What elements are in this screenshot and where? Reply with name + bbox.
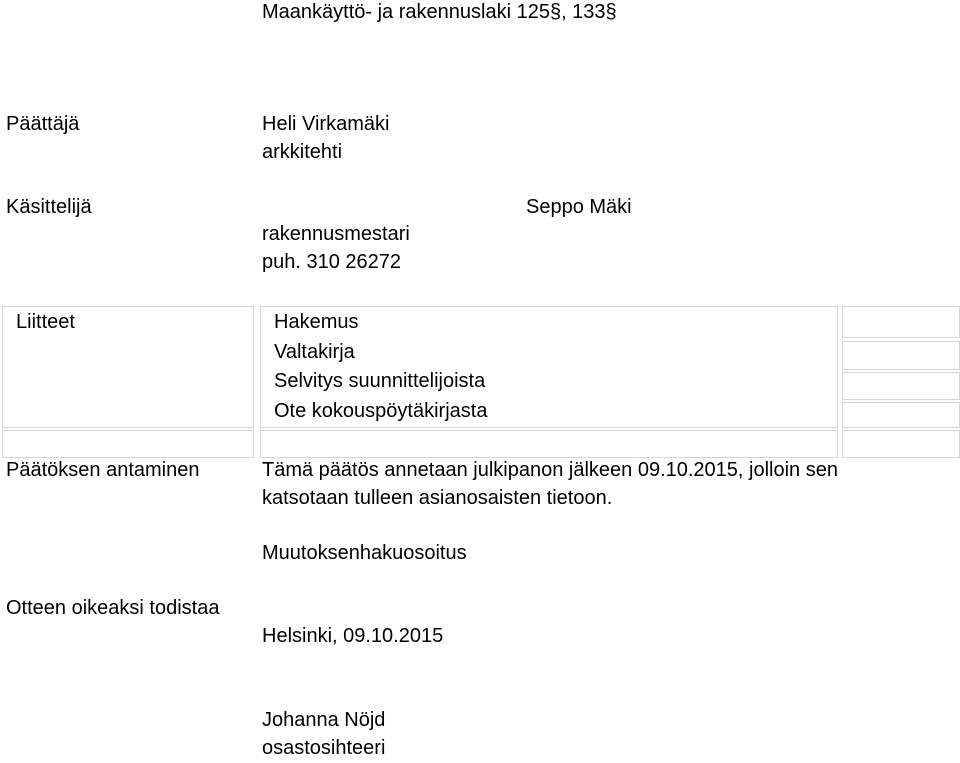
handler-phone: puh. 310 26272 — [262, 251, 402, 273]
attachments-empty-cell — [842, 306, 960, 338]
announcement-text-line2: katsotaan tulleen asianosaisten tietoon. — [262, 487, 613, 509]
decision-maker-title: arkkitehti — [262, 141, 343, 163]
certification-place-date: Helsinki, 09.10.2015 — [262, 625, 444, 647]
attachments-empty-cell — [842, 430, 960, 458]
attachments-empty-cell — [842, 402, 960, 428]
handler-name: Seppo Mäki — [526, 196, 632, 218]
announcement-text-line1: Tämä päätös annetaan julkipanon jälkeen 09.10.2015, jolloin sen — [262, 459, 838, 481]
attachment-item: Ote kokouspöytäkirjasta — [274, 400, 488, 422]
handler-title: rakennusmestari — [262, 223, 410, 245]
announcement-label: Päätöksen antaminen — [6, 459, 200, 481]
decision-maker-name: Heli Virkamäki — [262, 113, 390, 135]
attachment-item: Selvitys suunnittelijoista — [274, 370, 486, 392]
signer-title: osastosihteeri — [262, 737, 386, 759]
appeal-instructions: Muutoksenhakuosoitus — [262, 542, 467, 564]
handler-label: Käsittelijä — [6, 196, 92, 218]
legal-basis: Maankäyttö- ja rakennuslaki 125§, 133§ — [262, 1, 617, 23]
attachments-label: Liitteet — [16, 311, 75, 333]
attachment-item: Valtakirja — [274, 341, 355, 363]
attachment-item: Hakemus — [274, 311, 359, 333]
attachments-empty-cell — [842, 341, 960, 370]
decision-maker-label: Päättäjä — [6, 113, 80, 135]
attachments-empty-cell — [842, 372, 960, 400]
attachments-empty-cell — [260, 430, 838, 458]
certification-label: Otteen oikeaksi todistaa — [6, 597, 220, 619]
signer-name: Johanna Nöjd — [262, 709, 386, 731]
attachments-empty-cell — [2, 430, 254, 458]
